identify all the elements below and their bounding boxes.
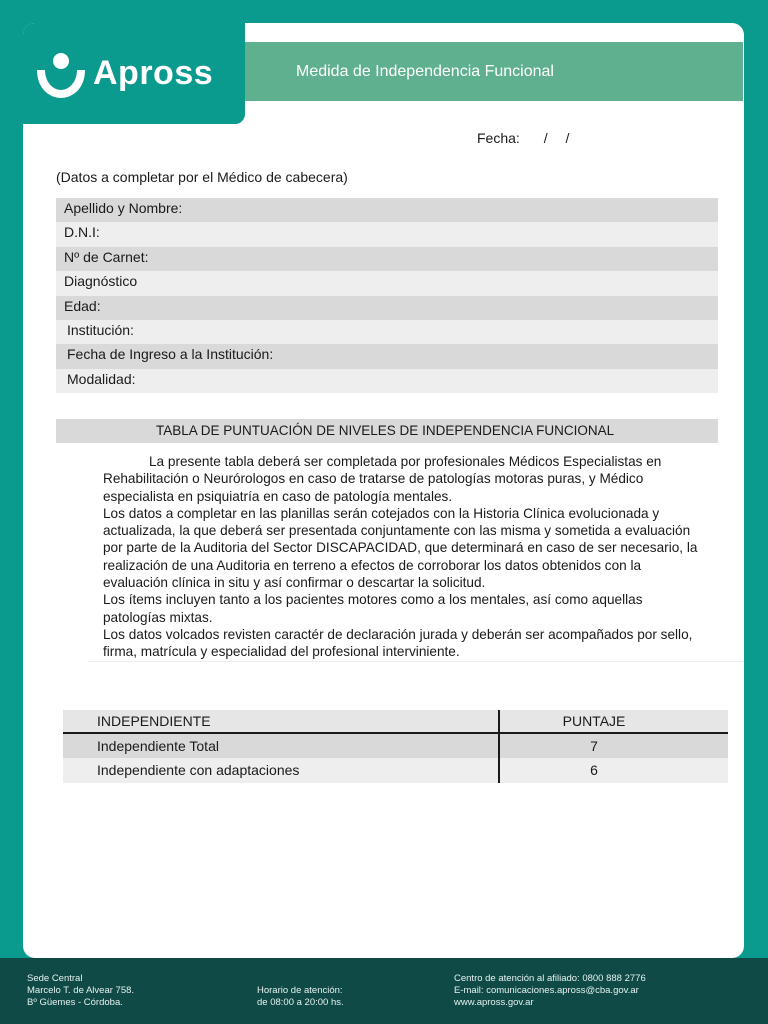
table-row bbox=[63, 734, 728, 758]
paragraph: Los datos volcados revisten caractér de declaración jurada y deberán ser acompañados por sello, firma, matrícula y especialidad del profesional interviniente. bbox=[103, 626, 693, 660]
page-title-text: Medida de Independencia Funcional bbox=[296, 62, 554, 80]
page-title bbox=[245, 42, 743, 101]
table-cell-level: Independiente Total bbox=[63, 734, 500, 758]
footer-line: Bº Güemes - Córdoba. bbox=[27, 997, 123, 1008]
form-page bbox=[23, 23, 744, 958]
footer-line: Centro de atención al afiliado: 0800 888 2776 bbox=[454, 973, 646, 984]
instructions-text bbox=[103, 453, 703, 661]
footer-line: Sede Central bbox=[27, 973, 83, 984]
brand-name: Apross bbox=[93, 54, 214, 92]
column-header-puntaje: PUNTAJE bbox=[562, 713, 626, 729]
logo bbox=[23, 23, 245, 124]
footer-email-link[interactable]: E-mail: comunicaciones.apross@cba.gov.ar bbox=[454, 985, 639, 996]
footer-website-link[interactable]: www.apross.gov.ar bbox=[454, 997, 534, 1008]
paragraph: Los datos a completar en las planillas serán cotejados con la Historia Clínica evolucionada y actualizada, la que deberá ser presentada conjuntamente con las misma y sometida a evaluación por parte de la Auditoria del Sector DISCAPACIDAD, que determinará en caso de ser necesario, la realización de una Auditoria en terreno a efectos de corroborar los datos obtenidos con la evaluación clínica in situ y así confirmar o descartar la solicitud. bbox=[103, 505, 698, 591]
footer-line: Marcelo T. de Alvear 758. bbox=[27, 985, 135, 996]
date-separator: / bbox=[565, 130, 570, 146]
table-cell-level: Independiente con adaptaciones bbox=[63, 758, 500, 782]
date-label: Fecha: bbox=[477, 130, 520, 146]
date-field bbox=[477, 130, 569, 146]
date-separator: / bbox=[543, 130, 548, 146]
field-diagnostico: Diagnóstico bbox=[56, 271, 718, 295]
paragraph: Los ítems incluyen tanto a los pacientes motores como a los mentales, así como aquellas patologías mixtas. bbox=[103, 592, 643, 625]
field-fecha-ingreso: Fecha de Ingreso a la Institución: bbox=[56, 344, 718, 368]
score-table bbox=[63, 710, 728, 783]
paragraph: La presente tabla deberá ser completada por profesionales Médicos Especialistas en Rehabilitación o Neurórologos en caso de tratarse de patologías motoras puras, y Médico especialista en psiquiatría en caso de patología mentales. bbox=[103, 454, 662, 504]
footer-address bbox=[27, 973, 134, 1009]
field-edad: Edad: bbox=[56, 296, 718, 320]
table-cell-score: 7 bbox=[590, 738, 598, 754]
section-heading: TABLA DE PUNTUACIÓN DE NIVELES DE INDEPENDENCIA FUNCIONAL bbox=[56, 419, 718, 443]
footer-hours bbox=[257, 985, 344, 1009]
section-caption: (Datos a completar por el Médico de cabecera) bbox=[56, 169, 348, 185]
footer-line: de 08:00 a 20:00 hs. bbox=[257, 997, 344, 1008]
apross-logo-icon bbox=[33, 46, 89, 102]
field-carnet: Nº de Carnet: bbox=[56, 247, 718, 271]
field-apellido-nombre: Apellido y Nombre: bbox=[56, 198, 718, 222]
field-dni: D.N.I: bbox=[56, 222, 718, 246]
footer-line: Horario de atención: bbox=[257, 985, 343, 996]
table-cell-score: 6 bbox=[590, 762, 598, 779]
table-row bbox=[63, 758, 728, 782]
table-header-row bbox=[63, 710, 728, 734]
footer bbox=[0, 958, 768, 1024]
footer-contact bbox=[454, 973, 646, 1009]
field-modalidad: Modalidad: bbox=[56, 369, 718, 393]
field-institucion: Institución: bbox=[56, 320, 718, 344]
column-header-independiente: INDEPENDIENTE bbox=[63, 710, 500, 732]
divider bbox=[88, 661, 744, 662]
patient-fields bbox=[56, 198, 718, 393]
